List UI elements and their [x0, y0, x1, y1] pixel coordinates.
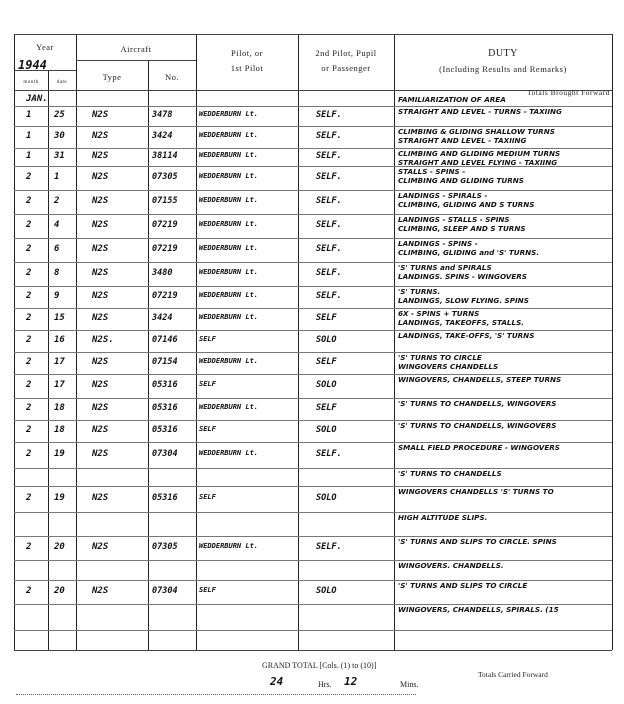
entry-month: 2	[26, 313, 32, 323]
entry-duty-line: CLIMBING, GLIDING AND S TURNS	[398, 200, 535, 209]
entry-second-pilot: SELF.	[316, 196, 342, 206]
entry-day: 8	[54, 268, 60, 278]
entry-duty-line: FAMILIARIZATION OF AREA	[398, 95, 506, 104]
entry-duty-line: LANDINGS - SPIRALS -	[398, 191, 488, 200]
entry-second-pilot: SOLO	[316, 380, 337, 390]
entry-second-pilot: SELF.	[316, 110, 342, 120]
carried-forward-label: Totals Carried Forward	[478, 670, 548, 679]
entry-duty-line: LANDINGS - STALLS - SPINS	[398, 215, 510, 224]
row-rule	[14, 630, 612, 631]
duty-subheader: (Including Results and Remarks)	[439, 64, 567, 74]
entry-duty-line: CLIMBING AND GLIDING MEDIUM TURNS	[398, 149, 561, 158]
entry-aircraft-number: 07305	[152, 542, 178, 552]
entry-month: 1	[26, 151, 32, 161]
entry-second-pilot: SELF.	[316, 244, 342, 254]
entry-aircraft-number: 07304	[152, 586, 178, 596]
footer-rule	[14, 650, 612, 651]
hours-value: 24	[270, 675, 284, 688]
entry-aircraft-number: 05316	[152, 493, 178, 503]
entry-duty-line: STRAIGHT AND LEVEL FLYING - TAXIING	[398, 158, 558, 167]
entry-aircraft-type: N2S	[92, 586, 109, 596]
entry-day: 17	[54, 357, 65, 367]
header-subrule	[76, 60, 196, 61]
hours-label: Hrs.	[318, 680, 332, 689]
entry-aircraft-type: N2S	[92, 131, 109, 141]
entry-duty-line: LANDINGS - SPINS -	[398, 239, 478, 248]
pilot-header-line1: Pilot, or	[231, 48, 263, 58]
entry-pilot: WEDDERBURN Lt.	[199, 403, 259, 411]
grand-total-label: GRAND TOTAL [Cols. (1) to (10)]	[262, 661, 377, 670]
entry-aircraft-number: 07146	[152, 335, 178, 345]
entry-aircraft-type: N2S	[92, 151, 109, 161]
entry-pilot: SELF	[199, 380, 216, 388]
entry-day: 17	[54, 380, 65, 390]
entry-pilot: WEDDERBURN Lt.	[199, 268, 259, 276]
entry-duty-line: WINGOVERS CHANDELLS 'S' TURNS TO	[398, 487, 554, 496]
entry-pilot: WEDDERBURN Lt.	[199, 313, 259, 321]
entry-day: 2	[54, 196, 60, 206]
entry-month: 2	[26, 357, 32, 367]
entry-aircraft-type: N2S	[92, 449, 109, 459]
entry-pilot: WEDDERBURN Lt.	[199, 131, 259, 139]
aircraft-header: Aircraft	[120, 44, 152, 54]
entry-day: 19	[54, 493, 65, 503]
entry-aircraft-number: 05316	[152, 403, 178, 413]
entry-duty-line: 'S' TURNS.	[398, 287, 441, 296]
entry-duty-line: STRAIGHT AND LEVEL - TAXIING	[398, 136, 527, 145]
entry-aircraft-number: 07219	[152, 244, 178, 254]
entry-second-pilot: SOLO	[316, 586, 337, 596]
entry-duty-line: WINGOVERS CHANDELLS	[398, 362, 499, 371]
entry-aircraft-type: N2S.	[92, 335, 114, 345]
entry-pilot: WEDDERBURN Lt.	[199, 220, 259, 228]
entry-second-pilot: SELF.	[316, 449, 342, 459]
entry-aircraft-number: 38114	[152, 151, 178, 161]
entry-duty-line: 'S' TURNS TO CHANDELLS	[398, 469, 502, 478]
entry-aircraft-number: 3424	[152, 131, 173, 141]
entry-duty-line: WINGOVERS. CHANDELLS.	[398, 561, 504, 570]
entry-duty-line: CLIMBING, GLIDING and 'S' TURNS.	[398, 248, 540, 257]
entry-aircraft-type: N2S	[92, 493, 109, 503]
entry-pilot: WEDDERBURN Lt.	[199, 449, 259, 457]
year-header: Year	[36, 42, 54, 52]
header-top-rule	[14, 34, 612, 35]
entry-second-pilot: SELF	[316, 357, 337, 367]
entry-second-pilot: SELF	[316, 403, 337, 413]
second-pilot-header-line1: 2nd Pilot, Pupil	[315, 48, 377, 58]
entry-aircraft-type: N2S	[92, 244, 109, 254]
minutes-value: 12	[344, 675, 358, 688]
entry-month: 2	[26, 493, 32, 503]
entry-day: 15	[54, 313, 65, 323]
entry-duty-line: HIGH ALTITUDE SLIPS.	[398, 513, 488, 522]
entry-month: 2	[26, 220, 32, 230]
entry-aircraft-number: 3424	[152, 313, 173, 323]
entry-aircraft-number: 07155	[152, 196, 178, 206]
entry-pilot: SELF	[199, 586, 216, 594]
entry-day: 4	[54, 220, 60, 230]
entry-second-pilot: SELF	[316, 313, 337, 323]
entry-pilot: SELF	[199, 335, 216, 343]
entry-second-pilot: SELF.	[316, 542, 342, 552]
entry-duty-line: WINGOVERS, CHANDELLS, STEEP TURNS	[398, 375, 562, 384]
entry-month: 2	[26, 244, 32, 254]
entry-aircraft-number: 07305	[152, 172, 178, 182]
entry-month: 2	[26, 172, 32, 182]
entry-day: 31	[54, 151, 65, 161]
entry-day: 18	[54, 403, 65, 413]
entry-month: 2	[26, 291, 32, 301]
duty-header: DUTY	[488, 48, 518, 59]
entry-duty-line: 'S' TURNS TO CHANDELLS, WINGOVERS	[398, 399, 557, 408]
entry-month: 2	[26, 335, 32, 345]
entry-month: 2	[26, 403, 32, 413]
entry-duty-line: LANDINGS. SPINS - WINGOVERS	[398, 272, 527, 281]
type-header: Type	[102, 72, 122, 82]
entry-second-pilot: SELF.	[316, 268, 342, 278]
year-value: 1944	[18, 58, 47, 72]
entry-day: 30	[54, 131, 65, 141]
entry-month: 2	[26, 196, 32, 206]
entry-second-pilot: SELF.	[316, 291, 342, 301]
entry-day: 16	[54, 335, 65, 345]
entry-duty-line: CLIMBING & GLIDING SHALLOW TURNS	[398, 127, 555, 136]
entry-pilot: SELF	[199, 425, 216, 433]
entry-duty-line: 'S' TURNS and SPIRALS	[398, 263, 492, 272]
entry-duty-line: LANDINGS, TAKEOFFS, STALLS.	[398, 318, 524, 327]
entry-aircraft-number: 3480	[152, 268, 173, 278]
entry-day: 25	[54, 110, 65, 120]
entry-duty-line: 'S' TURNS TO CIRCLE	[398, 353, 482, 362]
entry-month: 2	[26, 586, 32, 596]
entry-aircraft-number: 3478	[152, 110, 173, 120]
bottom-dotted-rule	[16, 694, 416, 695]
entry-duty-line: CLIMBING AND GLIDING TURNS	[398, 176, 524, 185]
col-divider	[48, 70, 49, 650]
entry-duty-line: STRAIGHT AND LEVEL - TURNS - TAXIING	[398, 107, 562, 116]
entry-duty-line: SMALL FIELD PROCEDURE - WINGOVERS	[398, 443, 560, 452]
minutes-label: Mins.	[400, 680, 419, 689]
entry-month: 2	[26, 449, 32, 459]
entry-month: JAN.	[26, 94, 48, 104]
entry-second-pilot: SOLO	[316, 493, 337, 503]
entry-aircraft-type: N2S	[92, 313, 109, 323]
entry-aircraft-type: N2S	[92, 196, 109, 206]
entry-pilot: WEDDERBURN Lt.	[199, 291, 259, 299]
entry-aircraft-number: 05316	[152, 425, 178, 435]
col-divider	[612, 34, 613, 650]
entry-pilot: WEDDERBURN Lt.	[199, 542, 259, 550]
entry-aircraft-type: N2S	[92, 110, 109, 120]
entry-pilot: WEDDERBURN Lt.	[199, 172, 259, 180]
entry-duty-line: 'S' TURNS AND SLIPS TO CIRCLE	[398, 581, 528, 590]
date-header: date	[56, 80, 68, 85]
entry-pilot: WEDDERBURN Lt.	[199, 196, 259, 204]
entry-aircraft-number: 07154	[152, 357, 178, 367]
entry-day: 9	[54, 291, 60, 301]
entry-aircraft-type: N2S	[92, 403, 109, 413]
entry-pilot: WEDDERBURN Lt.	[199, 110, 259, 118]
entry-month: 1	[26, 131, 32, 141]
entry-month: 2	[26, 380, 32, 390]
entry-duty-line: 'S' TURNS AND SLIPS TO CIRCLE. SPINS	[398, 537, 557, 546]
entry-second-pilot: SELF.	[316, 151, 342, 161]
entry-aircraft-type: N2S	[92, 268, 109, 278]
entry-duty-line: WINGOVERS, CHANDELLS, SPIRALS. (15	[398, 605, 559, 614]
second-pilot-header-line2: or Passenger	[321, 63, 371, 73]
entry-month: 2	[26, 542, 32, 552]
entry-aircraft-number: 05316	[152, 380, 178, 390]
entry-aircraft-type: N2S	[92, 542, 109, 552]
entry-duty-line: 6X - SPINS + TURNS	[398, 309, 480, 318]
entry-aircraft-type: N2S	[92, 220, 109, 230]
entry-second-pilot: SOLO	[316, 335, 337, 345]
entry-day: 6	[54, 244, 60, 254]
pilot-header-line2: 1st Pilot	[230, 63, 264, 73]
entry-day: 19	[54, 449, 65, 459]
entry-month: 2	[26, 268, 32, 278]
entry-second-pilot: SELF.	[316, 172, 342, 182]
entry-day: 20	[54, 586, 65, 596]
entry-aircraft-type: N2S	[92, 380, 109, 390]
entry-day: 1	[54, 172, 60, 182]
entry-second-pilot: SOLO	[316, 425, 337, 435]
entry-second-pilot: SELF.	[316, 220, 342, 230]
entry-day: 20	[54, 542, 65, 552]
entry-day: 18	[54, 425, 65, 435]
entry-aircraft-type: N2S	[92, 172, 109, 182]
entry-duty-line: CLIMBING, SLEEP AND S TURNS	[398, 224, 526, 233]
entry-aircraft-number: 07219	[152, 220, 178, 230]
entry-aircraft-type: N2S	[92, 425, 109, 435]
entry-duty-line: STALLS - SPINS -	[398, 167, 466, 176]
entry-month: 2	[26, 425, 32, 435]
entry-aircraft-number: 07304	[152, 449, 178, 459]
entry-pilot: SELF	[199, 493, 216, 501]
month-header: month	[23, 80, 39, 85]
entry-duty-line: LANDINGS, SLOW FLYING. SPINS	[398, 296, 529, 305]
entry-duty-line: 'S' TURNS TO CHANDELLS, WINGOVERS	[398, 421, 557, 430]
entry-second-pilot: SELF.	[316, 131, 342, 141]
entry-aircraft-type: N2S	[92, 357, 109, 367]
entry-pilot: WEDDERBURN Lt.	[199, 357, 259, 365]
entry-month: 1	[26, 110, 32, 120]
entry-aircraft-number: 07219	[152, 291, 178, 301]
entry-duty-line: LANDINGS, TAKE-OFFS, 'S' TURNS	[398, 331, 535, 340]
entry-aircraft-type: N2S	[92, 291, 109, 301]
entry-pilot: WEDDERBURN Lt.	[199, 244, 259, 252]
brought-forward-label: Totals Brought Forward	[527, 88, 610, 97]
number-header: No.	[164, 72, 179, 82]
entry-pilot: WEDDERBURN Lt.	[199, 151, 259, 159]
